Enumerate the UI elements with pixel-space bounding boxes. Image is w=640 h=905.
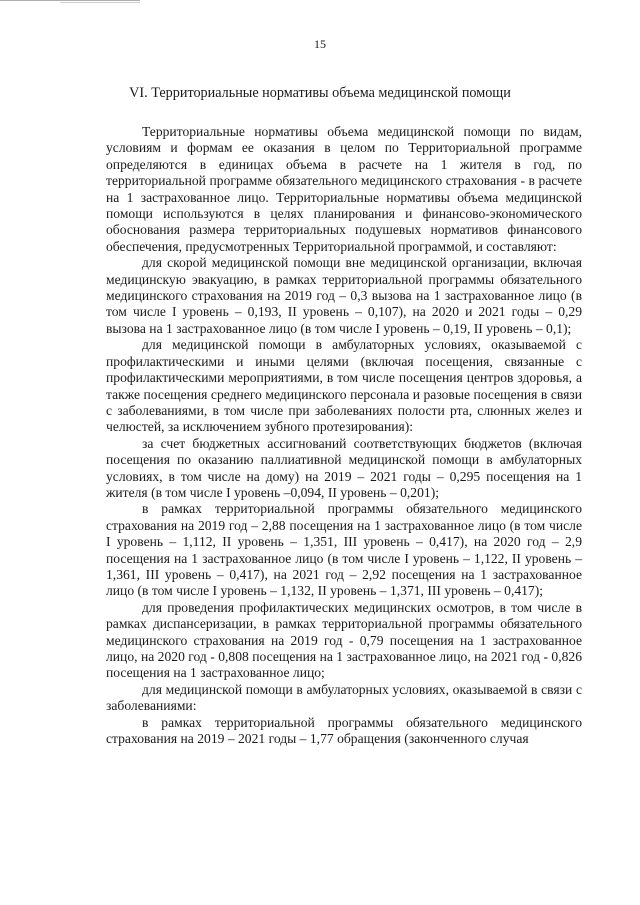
- page-number: 15: [314, 37, 326, 51]
- paragraph: в рамках территориальной программы обязательного медицинского страхования на 2019 – 2021 годы – 1,77 обращения (законченного случая: [106, 714, 582, 747]
- paragraph: для скорой медицинской помощи вне медицинской организации, включая медицинскую эвакуацию, в рамках территориальной программы обязательного медицинского страхования на 2019 год – 0,3 вызова на 1 застрахованное лицо (в том числе I уровень – 0,193, II уровень – 0,107), на 2020 и 2021 годы – 0,29 вызова на 1 застрахованное лицо (в том числе I уровень – 0,19, II уровень – 0,1);: [106, 255, 582, 336]
- section-heading: VI. Территориальные нормативы объема медицинской помощи: [129, 85, 511, 101]
- paragraph: для медицинской помощи в амбулаторных условиях, оказываемой с профилактическими и иными целями (включая посещения, связанные с профилактическими мероприятиями, в том числе посещения центров здоровья, а также посещения среднего медицинского персонала и разовые посещения в связи с заболеваниями, в том числе при заболеваниях полости рта, слюнных желез и челюстей, за исключением зубного протезирования):: [106, 337, 582, 435]
- paragraph: для медицинской помощи в амбулаторных условиях, оказываемой в связи с заболеваниями:: [106, 681, 582, 714]
- paragraph: Территориальные нормативы объема медицинской помощи по видам, условиям и формам ее оказания в целом по Территориальной программе определяются в единицах объема в расчете на 1 жителя в год, по территориальной программе обязательного медицинского страхования - в расчете на 1 застрахованное лицо. Территориальные нормативы объема медицинской помощи используются в целях планирования и финансово-экономического обоснования размера территориальных подушевых нормативов финансового обеспечения, предусмотренных Территориальной программой, и составляют:: [106, 124, 582, 254]
- paragraph: для проведения профилактических медицинских осмотров, в том числе в рамках диспансеризации, в рамках территориальной программы обязательного медицинского страхования на 2019 год - 0,79 посещения на 1 застрахованное лицо, на 2020 год - 0,808 посещения на 1 застрахованное лицо, на 2021 год - 0,826 посещения на 1 застрахованное лицо;: [106, 599, 582, 681]
- scan-artifact-line: [60, 2, 140, 3]
- scan-artifact-line: [0, 0, 140, 1]
- paragraph: в рамках территориальной программы обязательного медицинского страхования на 2019 год – 2,88 посещения на 1 застрахованное лицо (в том числе I уровень – 1,112, II уровень – 1,351, III уровень – 0,417), на 2020 год – 2,9 посещения на 1 застрахованное лицо (в том числе I уровень – 1,122, II уровень – 1,361, III уровень – 0,417), на 2021 год – 2,92 посещения на 1 застрахованное лицо (в том числе I уровень – 1,132, II уровень – 1,371, III уровень – 0,417);: [106, 501, 582, 599]
- paragraph: за счет бюджетных ассигнований соответствующих бюджетов (включая посещения по оказанию паллиативной медицинской помощи в амбулаторных условиях, в том числе на дому) на 2019 – 2021 годы – 0,295 посещения на 1 жителя (в том числе I уровень –0,094, II уровень – 0,201);: [106, 435, 582, 500]
- document-body: [106, 124, 582, 747]
